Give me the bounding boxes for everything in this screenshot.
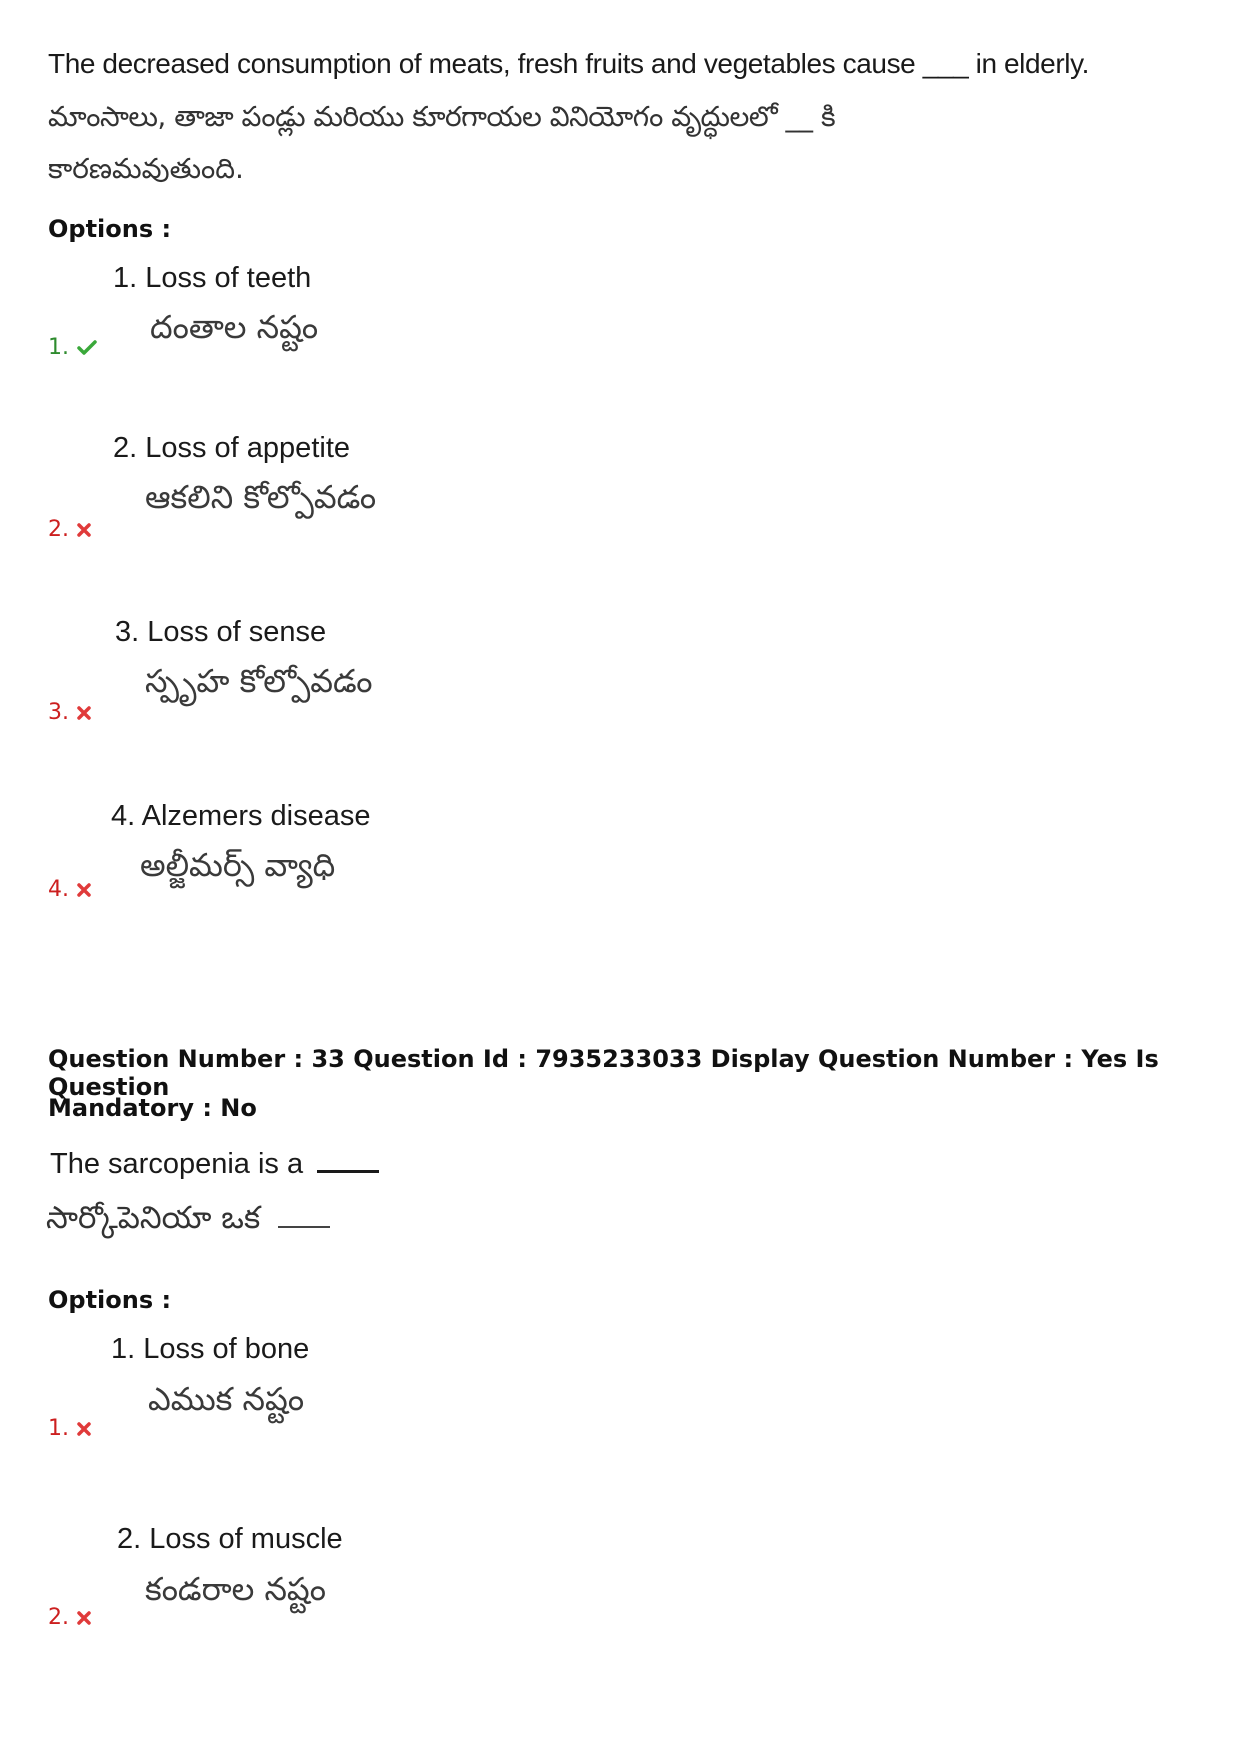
option-3-text-en: 3. Loss of sense bbox=[115, 616, 327, 648]
question-text-te-line1: మాంసాలు, తాజా పండ్లు మరియు కూరగాయల వినియోగం వృద్ధులలో __ కి bbox=[48, 100, 836, 133]
question-meta-line1: Question Number : 33 Question Id : 7935233033 Display Question Number : Yes Is Question bbox=[48, 1045, 1159, 1101]
cross-icon bbox=[77, 1422, 91, 1436]
option-2-text-te: ఆకలిని కోల్పోవడం bbox=[145, 478, 377, 516]
question-text-en bbox=[50, 1148, 379, 1181]
option-4-text-en: 4. Alzemers disease bbox=[111, 800, 371, 832]
option-2-text-en: 2. Loss of muscle bbox=[117, 1523, 343, 1555]
question-text-te bbox=[46, 1200, 330, 1243]
option-3-text-te: స్పృహ కోల్పోవడం bbox=[145, 662, 373, 700]
option-1-marker bbox=[48, 1416, 91, 1441]
question-text-en: The decreased consumption of meats, fresh fruits and vegetables cause ___ in elderly. bbox=[48, 48, 1089, 79]
question-text-en-content: The sarcopenia is a bbox=[50, 1148, 304, 1180]
option-2-number: 2. bbox=[48, 1605, 69, 1630]
option-3-marker bbox=[48, 700, 91, 725]
cross-icon bbox=[77, 523, 91, 537]
option-1-number: 1. bbox=[48, 1416, 69, 1441]
option-4-marker bbox=[48, 877, 91, 902]
answer-blank bbox=[278, 1226, 330, 1228]
option-1-marker bbox=[48, 335, 97, 360]
option-1-number: 1. bbox=[48, 335, 69, 360]
cross-icon bbox=[77, 883, 91, 897]
question-text-te-content: సార్కోపెనియా ఒక bbox=[46, 1200, 261, 1236]
answer-blank bbox=[317, 1170, 379, 1173]
cross-icon bbox=[77, 706, 91, 720]
option-4-number: 4. bbox=[48, 877, 69, 902]
option-1-text-en: 1. Loss of bone bbox=[111, 1333, 310, 1365]
option-1-text-te: ఎముక నష్టం bbox=[148, 1380, 305, 1418]
option-2-marker bbox=[48, 1605, 91, 1630]
option-1-text-te: దంతాల నష్టం bbox=[150, 308, 319, 346]
check-icon bbox=[77, 340, 97, 356]
option-1-text-en: 1. Loss of teeth bbox=[113, 262, 312, 294]
question-text-te-line2: కారణమవుతుంది. bbox=[48, 152, 244, 185]
options-label: Options : bbox=[48, 1286, 172, 1314]
option-2-text-en: 2. Loss of appetite bbox=[113, 432, 350, 464]
option-4-text-te: అల్జీమర్స్ వ్యాధి bbox=[140, 846, 336, 884]
question-meta-line2: Mandatory : No bbox=[48, 1094, 257, 1122]
cross-icon bbox=[77, 1611, 91, 1625]
option-2-marker bbox=[48, 517, 91, 542]
option-2-text-te: కండరాల నష్టం bbox=[145, 1570, 326, 1608]
options-label: Options : bbox=[48, 215, 172, 243]
option-2-number: 2. bbox=[48, 517, 69, 542]
option-3-number: 3. bbox=[48, 700, 69, 725]
